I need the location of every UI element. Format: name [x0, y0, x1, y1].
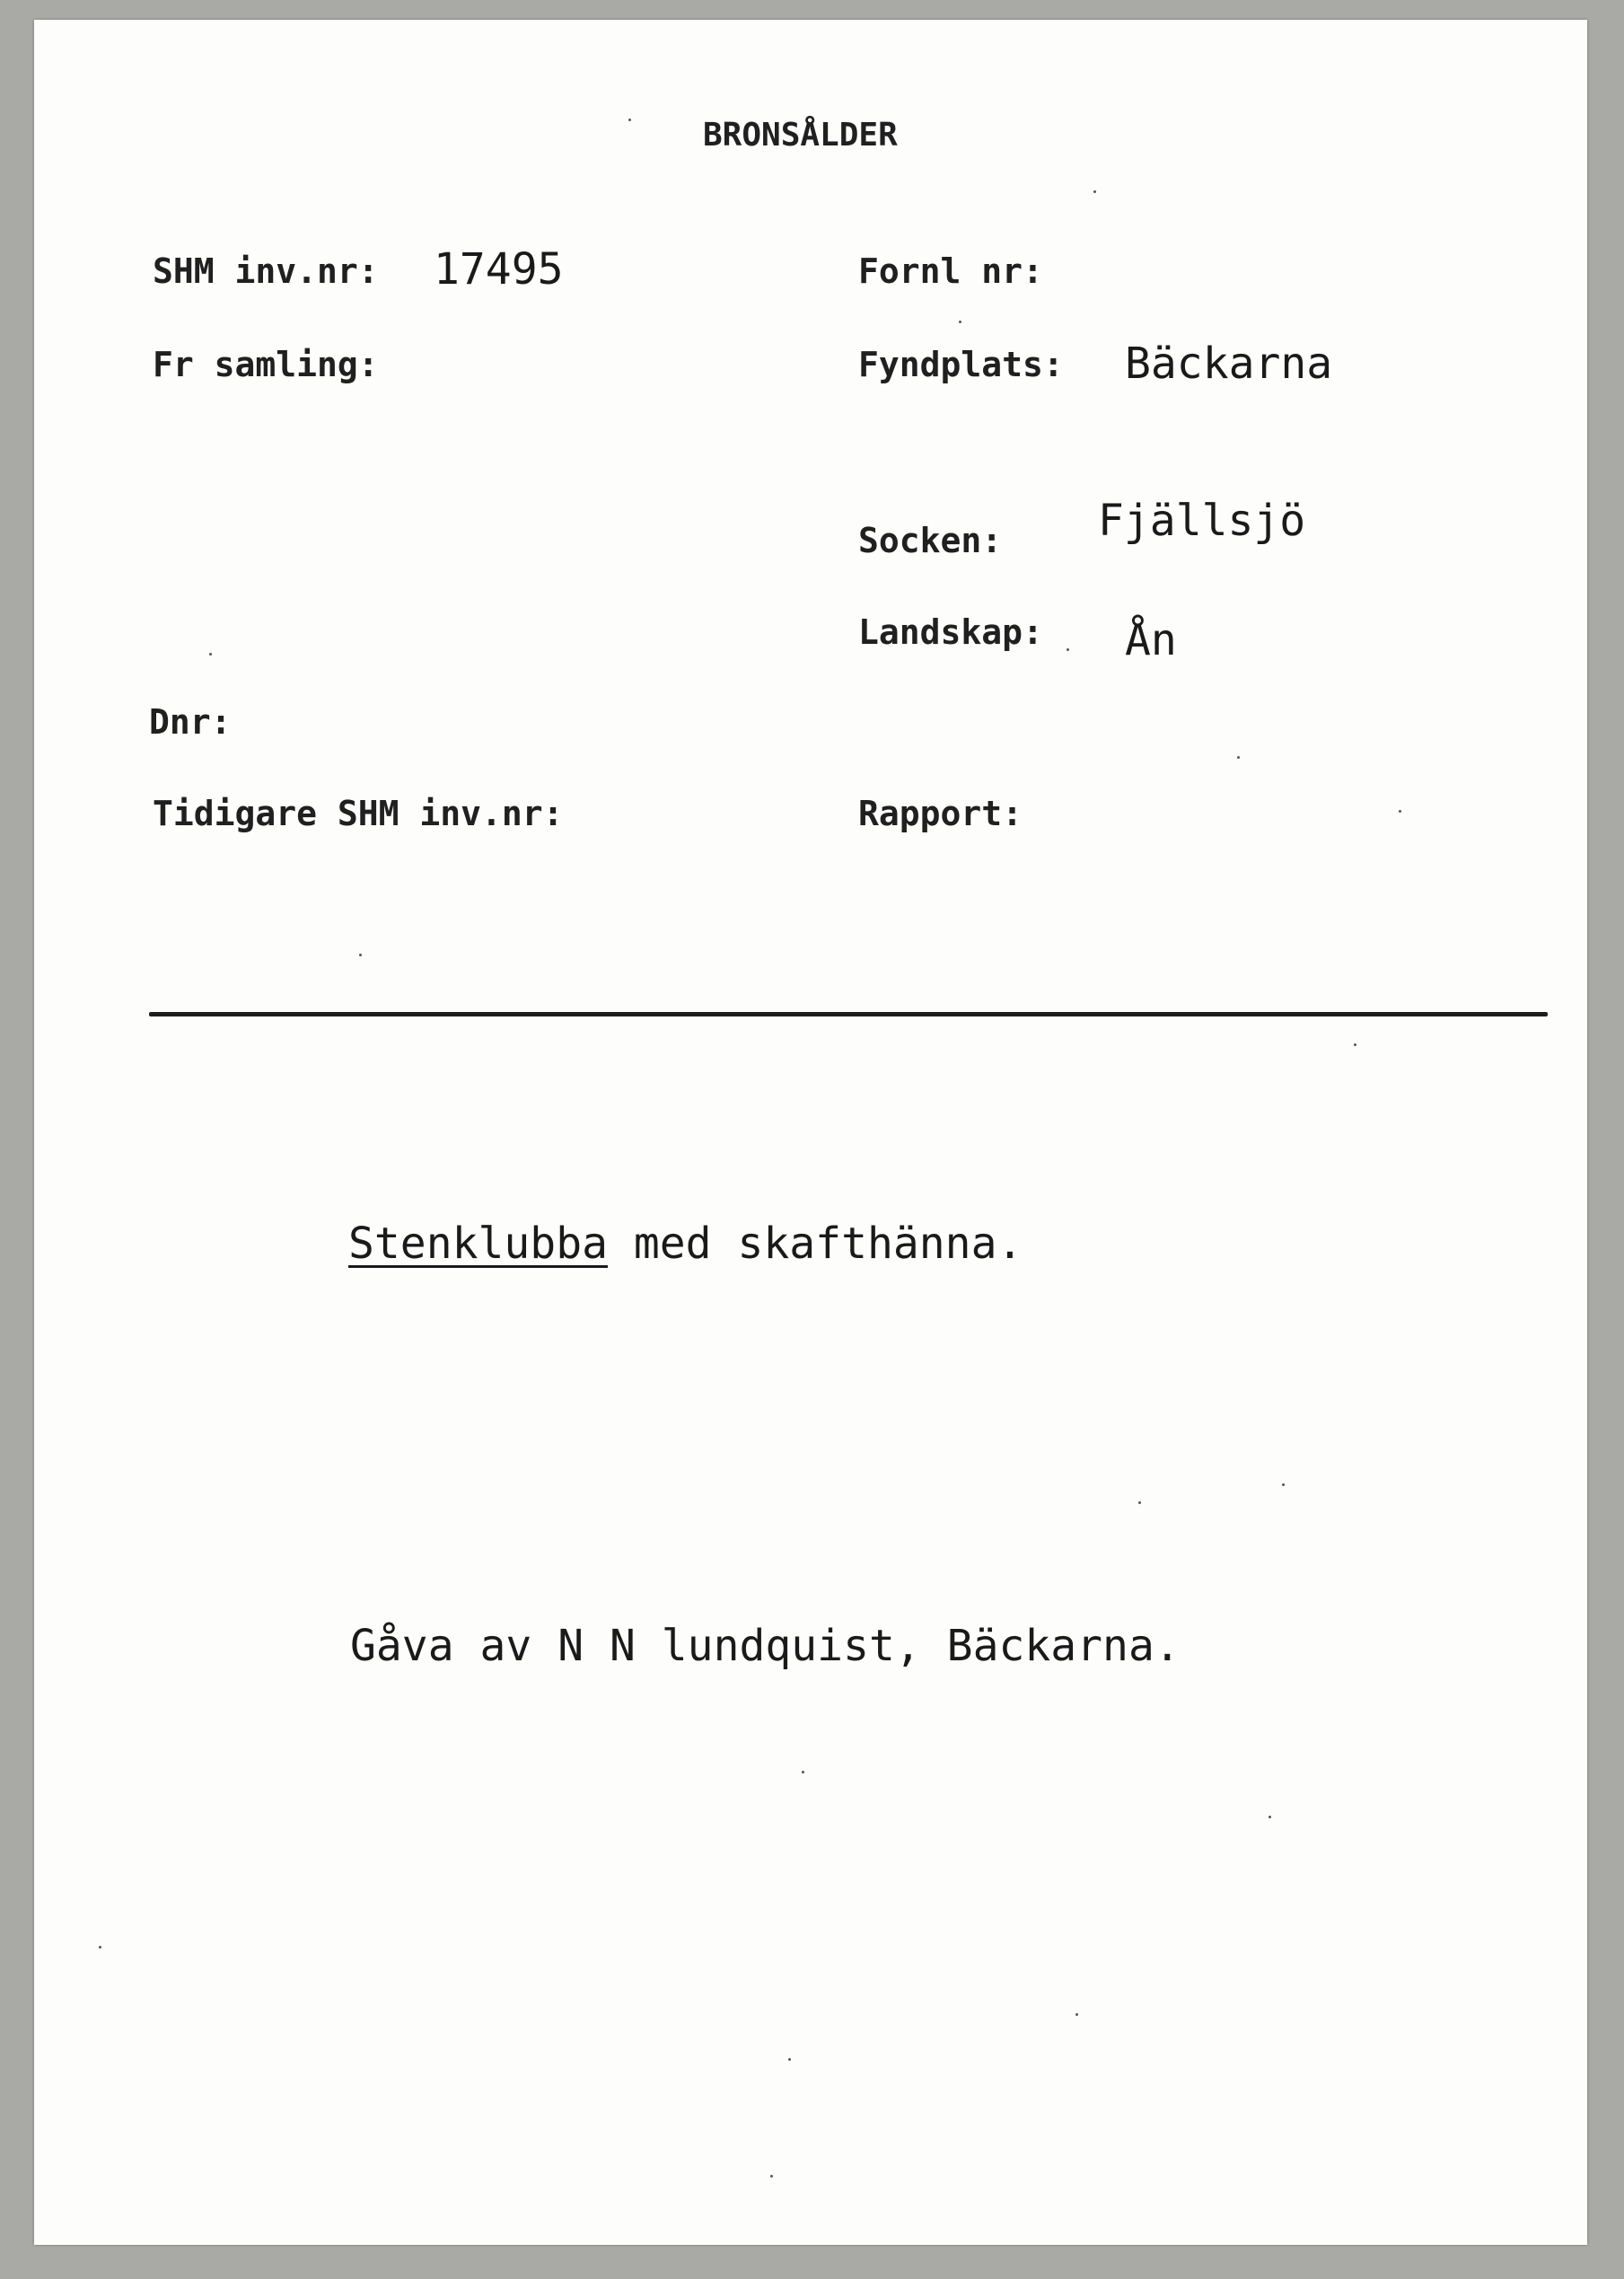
fr-samling-label: Fr samling:: [153, 345, 379, 384]
socken-label: Socken:: [858, 521, 1003, 560]
paper-speck: [209, 653, 212, 656]
paper-speck: [1268, 1816, 1271, 1818]
paper-speck: [1282, 1483, 1285, 1486]
object-detail: med skafthänna.: [607, 1219, 1023, 1269]
rapport-label: Rapport:: [858, 794, 1023, 833]
paper-speck: [770, 2175, 773, 2178]
paper-speck: [1075, 2013, 1078, 2016]
fyndplats-label: Fyndplats:: [858, 345, 1064, 384]
paper-speck: [788, 2058, 791, 2061]
shm-inv-label: SHM inv.nr:: [153, 251, 379, 291]
paper-speck: [802, 1771, 804, 1773]
landskap-value: Ån: [1125, 615, 1177, 665]
paper-speck: [959, 321, 961, 323]
tidigare-label: Tidigare SHM inv.nr:: [153, 794, 564, 833]
catalog-card: [34, 20, 1587, 2245]
landskap-label: Landskap:: [858, 612, 1043, 652]
fyndplats-value: Bäckarna: [1125, 339, 1333, 389]
paper-speck: [1138, 1501, 1141, 1504]
period-heading: BRONSÅLDER: [703, 117, 898, 154]
paper-speck: [1237, 756, 1240, 759]
divider-line: [149, 1012, 1548, 1016]
object-name: Stenklubba: [348, 1219, 608, 1269]
shm-inv-value: 17495: [434, 244, 564, 295]
paper-speck: [1354, 1043, 1356, 1046]
donation-note: Gåva av N N lundquist, Bäckarna.: [350, 1621, 1181, 1671]
fornl-label: Fornl nr:: [858, 251, 1043, 291]
socken-value: Fjällsjö: [1098, 496, 1306, 546]
paper-speck: [99, 1946, 101, 1949]
paper-speck: [1067, 648, 1069, 651]
paper-speck: [628, 119, 631, 121]
dnr-label: Dnr:: [149, 702, 232, 742]
object-description: [348, 1219, 1023, 1269]
paper-speck: [1093, 190, 1096, 193]
paper-speck: [359, 954, 362, 956]
paper-speck: [1399, 810, 1401, 813]
